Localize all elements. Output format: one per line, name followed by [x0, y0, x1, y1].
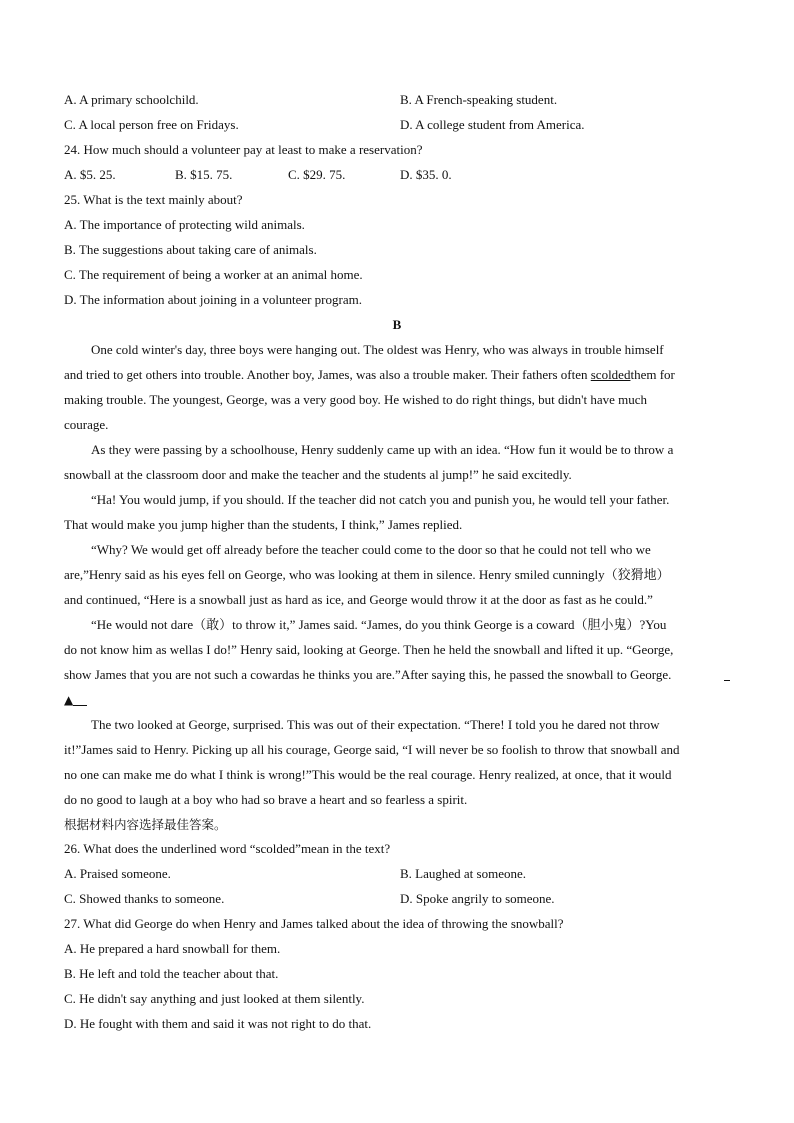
passage-line: That would make you jump higher than the students, I think,” James replied.: [64, 517, 463, 532]
q24-option-d: D. $35. 0.: [400, 167, 452, 182]
q26-option-c: C. Showed thanks to someone.: [64, 891, 225, 906]
passage-line: do not know him as wellas I do!” Henry said, looking at George. Then he held the snowball and lifted it up. “George,: [64, 642, 674, 657]
q24-option-c: C. $29. 75.: [288, 167, 346, 182]
q24-option-b: B. $15. 75.: [175, 167, 233, 182]
blank-underline: [724, 667, 730, 681]
q26-option-d: D. Spoke angrily to someone.: [400, 891, 555, 906]
passage-line: are,”Henry said as his eyes fell on George, who was looking at them in silence. Henry smiled cunningly（狡猾地）: [64, 567, 670, 582]
passage-line: “Ha! You would jump, if you should. If the teacher did not catch you and punish you, he would tell your father.: [91, 492, 670, 507]
blank-marker-triangle: ▲: [64, 693, 74, 707]
q27-option-b: B. He left and told the teacher about that.: [64, 966, 279, 981]
q27-option-a: A. He prepared a hard snowball for them.: [64, 941, 281, 956]
q25-option-b: B. The suggestions about taking care of animals.: [64, 242, 317, 257]
q25-option-a: A. The importance of protecting wild animals.: [64, 217, 305, 232]
instruction: 根据材料内容选择最佳答案。: [64, 817, 227, 832]
q23-option-b: B. A French-speaking student.: [400, 92, 558, 107]
q27-option-d: D. He fought with them and said it was not right to do that.: [64, 1016, 372, 1031]
blank-line: [64, 692, 87, 708]
q26-question: 26. What does the underlined word “scolded”mean in the text?: [64, 841, 391, 856]
passage-line: courage.: [64, 417, 109, 432]
passage-line: snowball at the classroom door and make the teacher and the students al jump!” he said excitedly.: [64, 467, 572, 482]
passage-line: show James that you are not such a cowardas he thinks you are.”After saying this, he passed the snowball to George.: [64, 667, 672, 682]
passage-line: making trouble. The youngest, George, was a very good boy. He wished to do right things, but didn't have much: [64, 392, 648, 407]
passage-line: As they were passing by a schoolhouse, Henry suddenly came up with an idea. “How fun it would be to throw a: [91, 442, 674, 457]
q23-option-d: D. A college student from America.: [400, 117, 585, 132]
q26-option-b: B. Laughed at someone.: [400, 866, 526, 881]
q25-question: 25. What is the text mainly about?: [64, 192, 243, 207]
q27-option-c: C. He didn't say anything and just looked at them silently.: [64, 991, 365, 1006]
section-b-heading: B: [392, 317, 402, 332]
q25-option-d: D. The information about joining in a volunteer program.: [64, 292, 362, 307]
underlined-word-scolded: scolded: [590, 367, 631, 382]
passage-line: [64, 367, 675, 383]
passage-text: them for: [630, 367, 675, 382]
q27-question: 27. What did George do when Henry and James talked about the idea of throwing the snowball?: [64, 916, 564, 931]
blank-underline: [73, 693, 87, 706]
passage-line: do no good to laugh at a boy who had so brave a heart and so fearless a spirit.: [64, 792, 468, 807]
q26-option-a: A. Praised someone.: [64, 866, 171, 881]
q25-option-c: C. The requirement of being a worker at an animal home.: [64, 267, 363, 282]
passage-line: no one can make me do what I think is wrong!”This would be the real courage. Henry realized, at once, that it would: [64, 767, 672, 782]
q23-option-a: A. A primary schoolchild.: [64, 92, 199, 107]
q24-option-a: A. $5. 25.: [64, 167, 116, 182]
passage-line: and continued, “Here is a snowball just as hard as ice, and George would throw it at the door as fast as he could.”: [64, 592, 653, 607]
passage-line: it!”James said to Henry. Picking up all his courage, George said, “I will never be so foolish to throw that snowball and: [64, 742, 680, 757]
q23-option-c: C. A local person free on Fridays.: [64, 117, 239, 132]
q24-question: 24. How much should a volunteer pay at least to make a reservation?: [64, 142, 423, 157]
passage-line: The two looked at George, surprised. This was out of their expectation. “There! I told you he dared not throw: [91, 717, 660, 732]
passage-text: and tried to get others into trouble. Another boy, James, was also a trouble maker. Their fathers often: [64, 367, 591, 382]
passage-line: “He would not dare（敢）to throw it,” James said. “James, do you think George is a coward（胆小鬼）?You: [91, 617, 667, 632]
passage-line: One cold winter's day, three boys were hanging out. The oldest was Henry, who was always in trouble himself: [91, 342, 664, 357]
passage-line: “Why? We would get off already before the teacher could come to the door so that he could not tell who we: [91, 542, 651, 557]
